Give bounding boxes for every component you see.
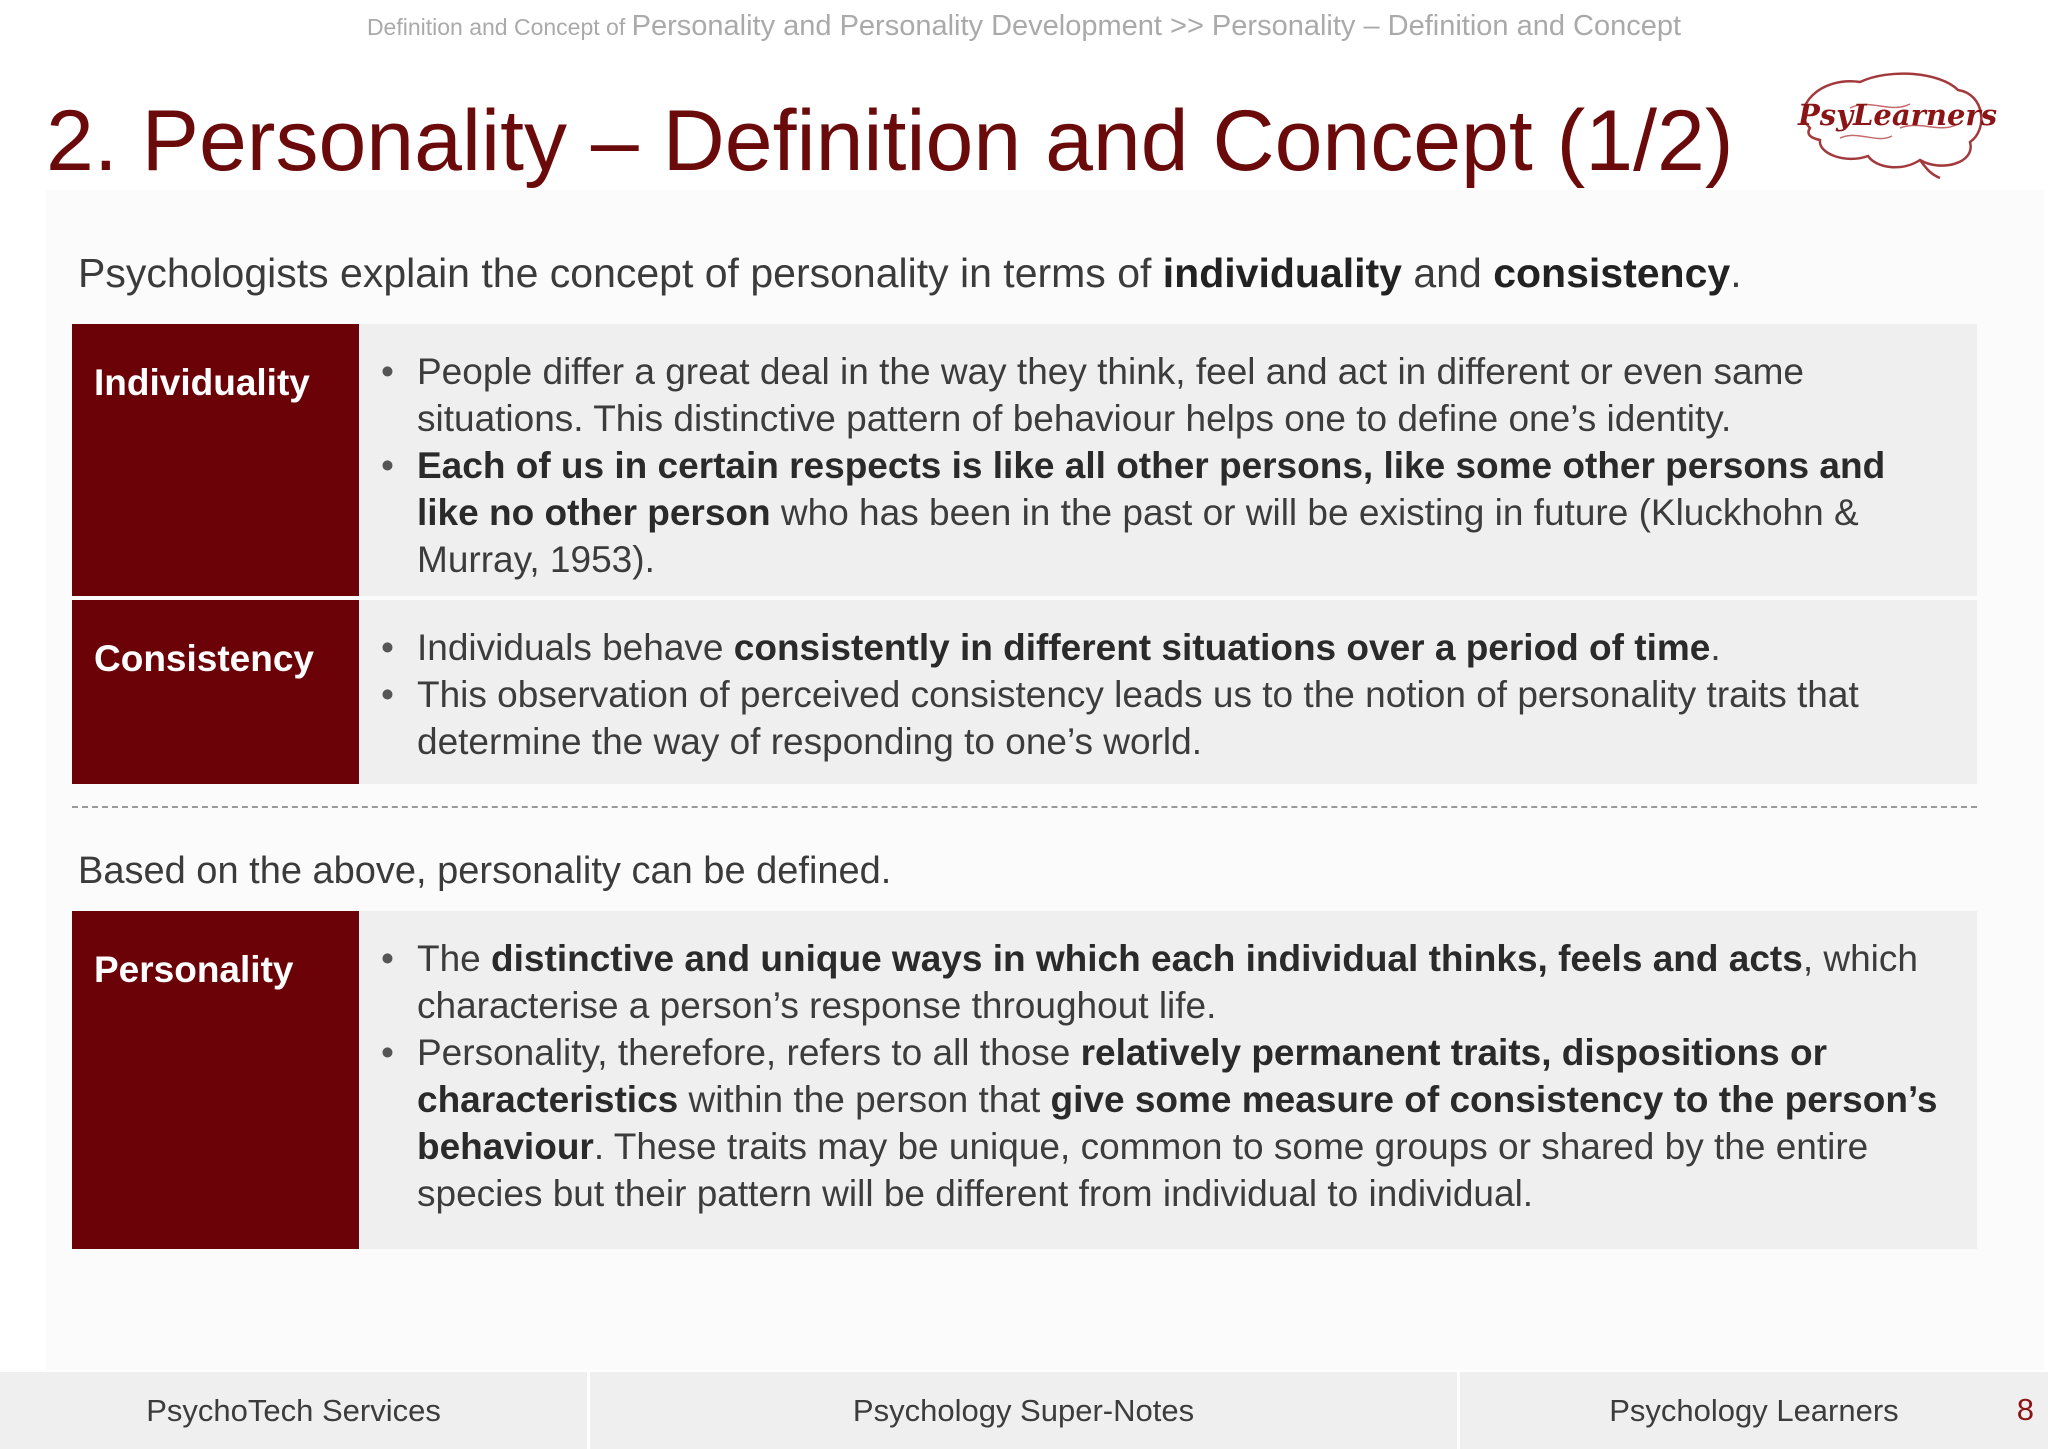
page-title: 2. Personality – Definition and Concept (1/2) xyxy=(46,93,1734,189)
intro-text xyxy=(78,250,1742,297)
based-text: Based on the above, personality can be defined. xyxy=(78,850,892,892)
personality-bullet-2 xyxy=(379,1029,1953,1217)
footer-right: Psychology Learners xyxy=(1609,1392,1899,1428)
personality-bullet-1-bold: distinctive and unique ways in which each individual thinks, feels and acts xyxy=(491,938,1803,979)
personality-bullet-1-pre: The xyxy=(417,938,492,979)
consistency-bullet-2: • This observation of perceived consistency leads us to the notion of personality traits that determine the way of responding to one’s world. xyxy=(379,671,1953,765)
personality-body xyxy=(359,911,1977,1249)
personality-bullet-2-bold-1: relatively permanent traits, dispositions or characteristics xyxy=(417,1032,1827,1120)
personality-row xyxy=(72,911,1977,1249)
personality-bullet-2-bold-2: give some measure of consistency to the person’s behaviour xyxy=(417,1079,1938,1167)
footer-center: Psychology Super-Notes xyxy=(590,1372,1460,1449)
intro-pre: Psychologists explain the concept of personality in terms of xyxy=(78,250,1163,296)
intro-mid: and xyxy=(1401,250,1494,296)
personality-bullet-1 xyxy=(379,935,1953,1029)
logo-text: PsyLearners xyxy=(1798,98,1998,132)
individuality-bullet-1: • People differ a great deal in the way they think, feel and act in different or even same situations. This distinctive pattern of behaviour helps one to define one’s identity. xyxy=(379,348,1953,442)
breadcrumb-prefix: Definition and Concept of xyxy=(366,14,632,40)
personality-label: Personality xyxy=(72,911,359,1249)
individuality-body xyxy=(359,324,1977,596)
individuality-bullet-2 xyxy=(379,442,1953,583)
page-number: 8 xyxy=(2016,1392,2034,1427)
individuality-label: Individuality xyxy=(72,324,359,596)
consistency-bullet-1 xyxy=(379,624,1953,671)
consistency-body xyxy=(359,600,1977,784)
consistency-label: Consistency xyxy=(72,600,359,784)
dashed-divider xyxy=(72,806,1977,808)
consistency-bullet-1-pre: Individuals behave xyxy=(417,627,734,668)
breadcrumb xyxy=(0,10,2048,43)
consistency-bullet-1-bold: consistently in different situations over a period of time xyxy=(733,627,1711,668)
footer-left: PsychoTech Services xyxy=(0,1372,590,1449)
personality-bullet-2-pre: Personality, therefore, refers to all those xyxy=(417,1032,1081,1073)
footer xyxy=(0,1372,2048,1449)
intro-post: . xyxy=(1730,250,1742,296)
personality-bullet-2-post: . These traits may be unique, common to some groups or shared by the entire species but their pattern will be different from individual to individual. xyxy=(417,1126,1869,1214)
individuality-bullet-2-bold: Each of us in certain respects is like all other persons, like some other persons and like no other person xyxy=(417,445,1886,533)
personality-bullet-1-post: , which characterise a person’s response throughout life. xyxy=(417,938,1918,1026)
intro-bold-individuality: individuality xyxy=(1162,250,1402,296)
intro-bold-consistency: consistency xyxy=(1493,250,1731,296)
individuality-bullet-2-rest: who has been in the past or will be existing in future (Kluckhohn & Murray, 1953). xyxy=(417,492,1859,580)
breadcrumb-main: Personality and Personality Development >> Personality – Definition and Concept xyxy=(631,10,1682,42)
individuality-row xyxy=(72,324,1977,596)
personality-bullet-2-mid: within the person that xyxy=(678,1079,1051,1120)
consistency-row xyxy=(72,600,1977,784)
consistency-bullet-1-post: . xyxy=(1710,627,1721,668)
